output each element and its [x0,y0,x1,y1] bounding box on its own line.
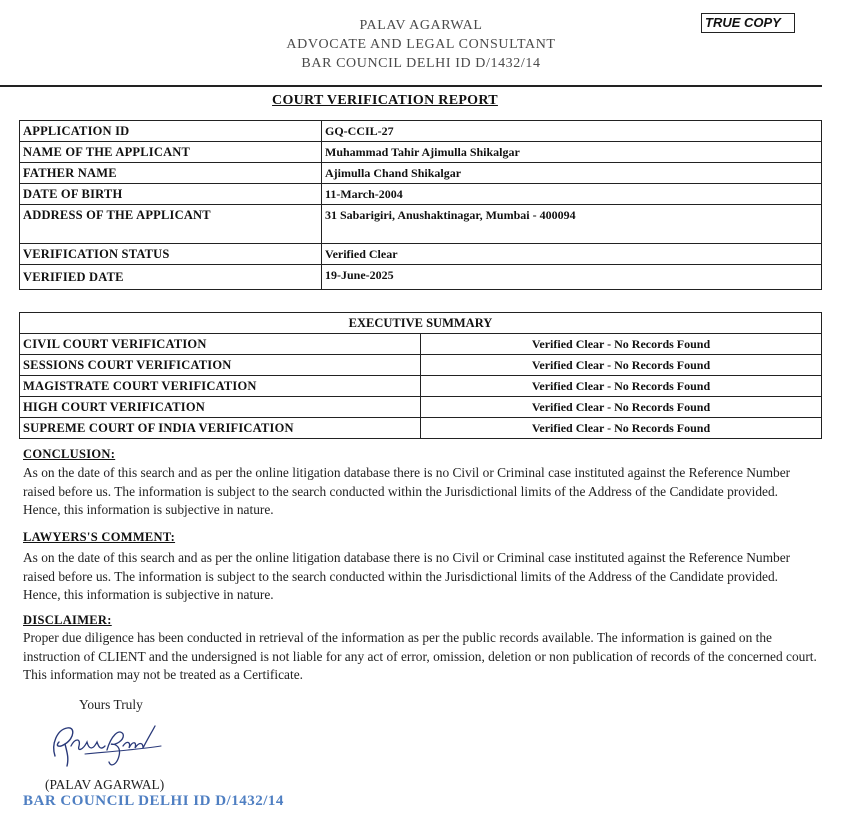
table-row [20,355,822,376]
disclaimer-text: Proper due diligence has been conducted in retrieval of the information as per the public records available. The information is gained on the instruction of CLIENT and the undersigned is not liable for any act of error, omission, deletion or non publication of records of the concerned court. This information may not be treated as a Certificate. [23,630,817,682]
conclusion-heading: CONCLUSION: [23,447,116,461]
comment-heading: LAWYERS'S COMMENT: [23,530,176,544]
table-row [20,418,822,439]
table-row [20,205,822,244]
summary-heading: EXECUTIVE SUMMARY [20,313,822,334]
table-row [20,142,822,163]
row-label: VERIFICATION STATUS [20,244,322,265]
row-value: 11-March-2004 [322,184,822,205]
table-row [20,163,822,184]
executive-summary-table [19,312,822,439]
closing-text: Yours Truly [79,697,143,712]
table-row [20,376,822,397]
row-label: CIVIL COURT VERIFICATION [20,334,421,355]
report-title: COURT VERIFICATION REPORT [272,93,498,108]
table-row [20,244,822,265]
table-row [20,121,822,142]
row-label: ADDRESS OF THE APPLICANT [20,205,322,244]
true-copy-stamp: TRUE COPY [701,13,795,33]
row-value: Verified Clear - No Records Found [421,355,822,376]
row-label: DATE OF BIRTH [20,184,322,205]
letterhead-designation: ADVOCATE AND LEGAL CONSULTANT [286,37,556,52]
comment-text: As on the date of this search and as per the online litigation database there is no Civil or Criminal case instituted against the Reference Number raised before us. The information is subject to the search conducted within the Jurisdictional limits of the Address of the Candidate provided. Hence, this information is subjective in nature. [23,550,791,602]
letterhead-bar-id: BAR COUNCIL DELHI ID D/1432/14 [301,56,541,71]
header-divider [0,85,822,87]
row-label: HIGH COURT VERIFICATION [20,397,421,418]
row-value: Verified Clear [322,244,822,265]
row-label: MAGISTRATE COURT VERIFICATION [20,376,421,397]
row-label: SUPREME COURT OF INDIA VERIFICATION [20,418,421,439]
row-label: FATHER NAME [20,163,322,184]
signatory-name: (PALAV AGARWAL) [45,777,165,792]
letterhead-name: PALAV AGARWAL [359,18,483,33]
table-row [20,313,822,334]
table-row [20,397,822,418]
row-value: Verified Clear - No Records Found [421,397,822,418]
table-row [20,334,822,355]
applicant-details-table [19,120,822,290]
row-value: Verified Clear - No Records Found [421,418,822,439]
signatory-bar-id: BAR COUNCIL DELHI ID D/1432/14 [23,793,284,809]
row-value: GQ-CCIL-27 [322,121,822,142]
row-value: Ajimulla Chand Shikalgar [322,163,822,184]
row-label: NAME OF THE APPLICANT [20,142,322,163]
disclaimer-heading: DISCLAIMER: [23,613,112,627]
row-value: 31 Sabarigiri, Anushaktinagar, Mumbai - 400094 [322,205,822,244]
signature-icon [45,716,165,774]
table-row [20,265,822,290]
row-label: APPLICATION ID [20,121,322,142]
table-row [20,184,822,205]
row-label: SESSIONS COURT VERIFICATION [20,355,421,376]
row-value: Muhammad Tahir Ajimulla Shikalgar [322,142,822,163]
row-value: Verified Clear - No Records Found [421,334,822,355]
row-value: 19-June-2025 [322,265,822,290]
row-value: Verified Clear - No Records Found [421,376,822,397]
conclusion-text: As on the date of this search and as per the online litigation database there is no Civil or Criminal case instituted against the Reference Number raised before us. The information is subject to the search conducted within the Jurisdictional limits of the Address of the Candidate provided. Hence, this information is subjective in nature. [23,465,791,517]
row-label: VERIFIED DATE [20,265,322,290]
